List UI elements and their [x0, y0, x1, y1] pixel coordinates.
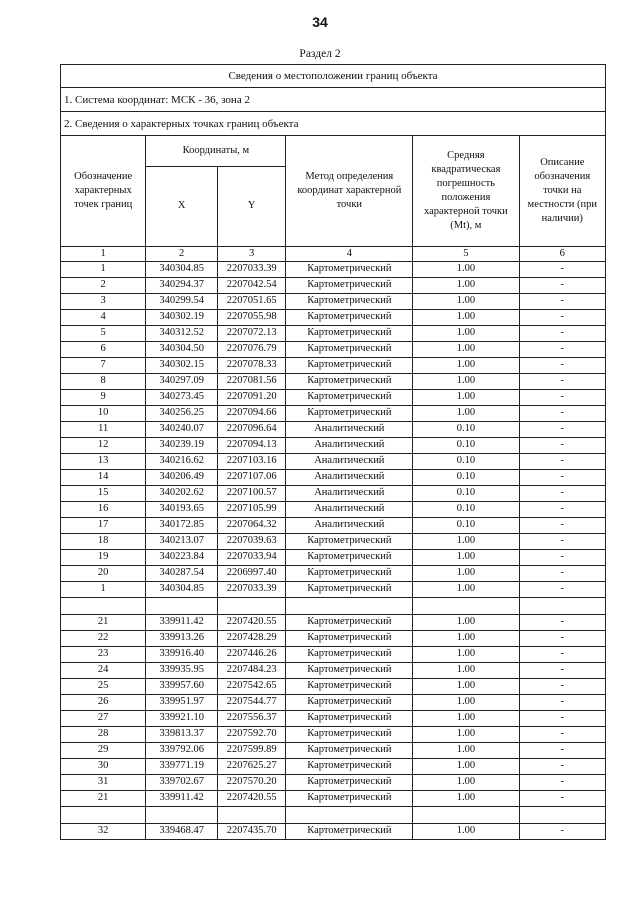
cell-method: Картометрический [286, 742, 413, 758]
cell-coord-x: 340239.19 [146, 437, 218, 453]
cell-error [413, 597, 519, 614]
cell-description: - [519, 341, 605, 357]
cell-point-id: 25 [61, 678, 146, 694]
cell-coord-y: 2207556.37 [217, 710, 286, 726]
cell-point-id: 18 [61, 533, 146, 549]
cell-method: Картометрический [286, 277, 413, 293]
cell-point-id: 28 [61, 726, 146, 742]
table-row [61, 597, 605, 614]
cell-method: Аналитический [286, 437, 413, 453]
table-row [61, 678, 605, 694]
cell-method: Картометрический [286, 533, 413, 549]
cell-coord-x: 340304.85 [146, 581, 218, 597]
cell-description: - [519, 309, 605, 325]
cell-coord-x: 339916.40 [146, 646, 218, 662]
cell-method: Картометрический [286, 790, 413, 806]
cell-coord-x: 339913.26 [146, 630, 218, 646]
cell-method: Картометрический [286, 373, 413, 389]
coordinate-system: 1. Система координат: МСК - 36, зона 2 [61, 88, 605, 112]
points-table [61, 136, 605, 839]
cell-coord-x [146, 806, 218, 823]
cell-method [286, 806, 413, 823]
cell-point-id: 1 [61, 581, 146, 597]
cell-method: Картометрический [286, 565, 413, 581]
cell-coord-y: 2207076.79 [217, 341, 286, 357]
cell-coord-x: 339702.67 [146, 774, 218, 790]
cell-description: - [519, 389, 605, 405]
table-row [61, 694, 605, 710]
cell-coord-x: 340202.62 [146, 485, 218, 501]
section-label: Раздел 2 [299, 48, 341, 60]
cell-point-id: 32 [61, 823, 146, 839]
table-row [61, 549, 605, 565]
col-number: 6 [519, 246, 605, 261]
cell-coord-y: 2207094.66 [217, 405, 286, 421]
cell-coord-y: 2207055.98 [217, 309, 286, 325]
cell-coord-x: 340193.65 [146, 501, 218, 517]
cell-description: - [519, 485, 605, 501]
table-row [61, 373, 605, 389]
cell-coord-y: 2207051.65 [217, 293, 286, 309]
cell-method: Картометрический [286, 309, 413, 325]
cell-point-id: 30 [61, 758, 146, 774]
cell-error: 1.00 [413, 293, 519, 309]
cell-point-id: 20 [61, 565, 146, 581]
cell-coord-y: 2207042.54 [217, 277, 286, 293]
cell-point-id: 17 [61, 517, 146, 533]
cell-error: 0.10 [413, 469, 519, 485]
col-number: 5 [413, 246, 519, 261]
cell-method: Картометрический [286, 774, 413, 790]
cell-error: 0.10 [413, 437, 519, 453]
cell-error: 0.10 [413, 501, 519, 517]
cell-coord-x: 340172.85 [146, 517, 218, 533]
cell-method: Картометрический [286, 389, 413, 405]
cell-point-id: 19 [61, 549, 146, 565]
cell-coord-x: 339792.06 [146, 742, 218, 758]
cell-coord-y: 2207094.13 [217, 437, 286, 453]
table-row [61, 453, 605, 469]
table-row [61, 485, 605, 501]
cell-coord-y: 2207420.55 [217, 614, 286, 630]
cell-coord-y: 2207078.33 [217, 357, 286, 373]
cell-method: Картометрический [286, 549, 413, 565]
cell-coord-y: 2207625.27 [217, 758, 286, 774]
cell-point-id [61, 806, 146, 823]
cell-method: Аналитический [286, 453, 413, 469]
cell-coord-x: 340240.07 [146, 421, 218, 437]
cell-coord-x: 340216.62 [146, 453, 218, 469]
cell-error: 1.00 [413, 405, 519, 421]
cell-description: - [519, 469, 605, 485]
cell-description: - [519, 357, 605, 373]
cell-method [286, 597, 413, 614]
table-row [61, 823, 605, 839]
cell-description: - [519, 501, 605, 517]
table-row [61, 325, 605, 341]
cell-coord-y: 2207428.29 [217, 630, 286, 646]
cell-coord-x: 340299.54 [146, 293, 218, 309]
table-row [61, 277, 605, 293]
cell-point-id: 1 [61, 261, 146, 277]
cell-coord-y: 2207103.16 [217, 453, 286, 469]
cell-coord-y: 2207592.70 [217, 726, 286, 742]
cell-description: - [519, 710, 605, 726]
cell-error: 0.10 [413, 485, 519, 501]
cell-coord-y: 2207033.39 [217, 581, 286, 597]
cell-coord-y: 2207484.23 [217, 662, 286, 678]
cell-coord-x: 339911.42 [146, 614, 218, 630]
cell-error: 1.00 [413, 549, 519, 565]
table-row [61, 758, 605, 774]
cell-description: - [519, 662, 605, 678]
cell-method: Картометрический [286, 758, 413, 774]
cell-coord-x: 339935.95 [146, 662, 218, 678]
cell-error: 1.00 [413, 533, 519, 549]
cell-coord-x: 340302.15 [146, 357, 218, 373]
cell-error: 1.00 [413, 373, 519, 389]
cell-coord-x: 340312.52 [146, 325, 218, 341]
cell-coord-x: 339951.97 [146, 694, 218, 710]
col-number: 1 [61, 246, 146, 261]
cell-coord-x: 340287.54 [146, 565, 218, 581]
cell-error: 1.00 [413, 678, 519, 694]
cell-coord-y: 2207072.13 [217, 325, 286, 341]
cell-description: - [519, 565, 605, 581]
cell-description [519, 597, 605, 614]
col-number: 4 [286, 246, 413, 261]
table-row [61, 790, 605, 806]
points-header: 2. Сведения о характерных точках границ объекта [61, 112, 605, 136]
cell-description: - [519, 293, 605, 309]
cell-method: Картометрический [286, 614, 413, 630]
cell-description: - [519, 517, 605, 533]
cell-point-id: 11 [61, 421, 146, 437]
cell-method: Аналитический [286, 501, 413, 517]
cell-point-id: 4 [61, 309, 146, 325]
cell-coord-x: 340223.84 [146, 549, 218, 565]
cell-description: - [519, 646, 605, 662]
cell-description: - [519, 549, 605, 565]
page-number: 34 [312, 14, 328, 30]
col-y: Y [217, 166, 286, 246]
cell-point-id: 16 [61, 501, 146, 517]
cell-coord-x: 339468.47 [146, 823, 218, 839]
col-error: Средняя квадратическая погрешность положения характерной точки (Mt), м [413, 136, 519, 246]
col-number: 3 [217, 246, 286, 261]
col-description: Описание обозначения точки на местности (при наличии) [519, 136, 605, 246]
table-row [61, 646, 605, 662]
cell-point-id: 15 [61, 485, 146, 501]
boundary-document [60, 64, 606, 840]
cell-error: 0.10 [413, 453, 519, 469]
cell-point-id: 23 [61, 646, 146, 662]
cell-error [413, 806, 519, 823]
cell-description: - [519, 790, 605, 806]
cell-point-id: 24 [61, 662, 146, 678]
col-method: Метод определения координат характерной точки [286, 136, 413, 246]
cell-coord-x: 340256.25 [146, 405, 218, 421]
cell-description: - [519, 678, 605, 694]
cell-coord-y: 2207091.20 [217, 389, 286, 405]
table-row [61, 565, 605, 581]
cell-point-id: 26 [61, 694, 146, 710]
cell-method: Картометрический [286, 726, 413, 742]
cell-coord-x: 340302.19 [146, 309, 218, 325]
cell-coord-y: 2207039.63 [217, 533, 286, 549]
cell-method: Аналитический [286, 517, 413, 533]
cell-error: 1.00 [413, 742, 519, 758]
cell-point-id [61, 597, 146, 614]
cell-coord-x: 340206.49 [146, 469, 218, 485]
cell-point-id: 2 [61, 277, 146, 293]
cell-error: 1.00 [413, 758, 519, 774]
cell-error: 0.10 [413, 421, 519, 437]
cell-error: 1.00 [413, 646, 519, 662]
table-row [61, 726, 605, 742]
cell-point-id: 27 [61, 710, 146, 726]
cell-description: - [519, 758, 605, 774]
cell-point-id: 6 [61, 341, 146, 357]
cell-error: 1.00 [413, 630, 519, 646]
cell-coord-y [217, 806, 286, 823]
cell-description: - [519, 630, 605, 646]
cell-coord-y: 2207542.65 [217, 678, 286, 694]
table-row [61, 341, 605, 357]
cell-method: Картометрический [286, 325, 413, 341]
points-body [61, 261, 605, 839]
table-row [61, 421, 605, 437]
cell-coord-x: 339921.10 [146, 710, 218, 726]
col-x: X [146, 166, 218, 246]
col-coords: Координаты, м [146, 136, 286, 166]
cell-method: Картометрический [286, 678, 413, 694]
cell-error: 1.00 [413, 341, 519, 357]
cell-coord-y: 2207599.89 [217, 742, 286, 758]
cell-description: - [519, 726, 605, 742]
cell-method: Аналитический [286, 469, 413, 485]
cell-point-id: 31 [61, 774, 146, 790]
cell-description: - [519, 614, 605, 630]
cell-coord-y: 2207544.77 [217, 694, 286, 710]
cell-error: 1.00 [413, 389, 519, 405]
table-row [61, 662, 605, 678]
table-row [61, 774, 605, 790]
table-row [61, 581, 605, 597]
table-row [61, 261, 605, 277]
cell-coord-y: 2207064.32 [217, 517, 286, 533]
cell-coord-y: 2207096.64 [217, 421, 286, 437]
cell-coord-y: 2207570.20 [217, 774, 286, 790]
cell-coord-y: 2207105.99 [217, 501, 286, 517]
cell-point-id: 22 [61, 630, 146, 646]
cell-method: Картометрический [286, 662, 413, 678]
cell-coord-x: 339771.19 [146, 758, 218, 774]
cell-coord-x: 340304.85 [146, 261, 218, 277]
cell-error: 1.00 [413, 726, 519, 742]
cell-coord-x: 339911.42 [146, 790, 218, 806]
cell-description: - [519, 533, 605, 549]
table-row [61, 389, 605, 405]
cell-coord-x: 340273.45 [146, 389, 218, 405]
cell-coord-x: 340297.09 [146, 373, 218, 389]
cell-coord-y: 2207446.26 [217, 646, 286, 662]
cell-method: Картометрический [286, 646, 413, 662]
cell-coord-y: 2207107.06 [217, 469, 286, 485]
cell-error: 1.00 [413, 774, 519, 790]
cell-error: 1.00 [413, 662, 519, 678]
table-row [61, 533, 605, 549]
cell-description: - [519, 277, 605, 293]
cell-point-id: 14 [61, 469, 146, 485]
cell-coord-y [217, 597, 286, 614]
cell-description: - [519, 405, 605, 421]
table-row [61, 405, 605, 421]
cell-method: Картометрический [286, 405, 413, 421]
document-title: Сведения о местоположении границ объекта [61, 65, 605, 88]
table-row [61, 501, 605, 517]
cell-coord-y: 2207081.56 [217, 373, 286, 389]
cell-method: Аналитический [286, 485, 413, 501]
cell-error: 1.00 [413, 694, 519, 710]
cell-coord-y: 2206997.40 [217, 565, 286, 581]
cell-error: 1.00 [413, 790, 519, 806]
cell-description: - [519, 453, 605, 469]
cell-method: Картометрический [286, 341, 413, 357]
table-row [61, 437, 605, 453]
cell-description: - [519, 325, 605, 341]
cell-point-id: 12 [61, 437, 146, 453]
cell-coord-y: 2207420.55 [217, 790, 286, 806]
cell-point-id: 29 [61, 742, 146, 758]
cell-coord-x: 340213.07 [146, 533, 218, 549]
col-designation: Обозначение характерных точек границ [61, 136, 146, 246]
cell-method: Аналитический [286, 421, 413, 437]
cell-description: - [519, 694, 605, 710]
cell-point-id: 5 [61, 325, 146, 341]
cell-description: - [519, 581, 605, 597]
table-row [61, 469, 605, 485]
cell-error: 1.00 [413, 325, 519, 341]
cell-error: 0.10 [413, 517, 519, 533]
cell-method: Картометрический [286, 261, 413, 277]
cell-coord-x: 339813.37 [146, 726, 218, 742]
col-number: 2 [146, 246, 218, 261]
cell-description: - [519, 742, 605, 758]
table-row [61, 630, 605, 646]
cell-coord-y: 2207435.70 [217, 823, 286, 839]
cell-point-id: 13 [61, 453, 146, 469]
cell-point-id: 21 [61, 790, 146, 806]
table-row [61, 309, 605, 325]
cell-method: Картометрический [286, 357, 413, 373]
cell-coord-y: 2207033.39 [217, 261, 286, 277]
table-row [61, 293, 605, 309]
table-row [61, 357, 605, 373]
cell-error: 1.00 [413, 614, 519, 630]
cell-method: Картометрический [286, 293, 413, 309]
cell-coord-x: 339957.60 [146, 678, 218, 694]
table-row [61, 742, 605, 758]
cell-coord-y: 2207100.57 [217, 485, 286, 501]
cell-coord-y: 2207033.94 [217, 549, 286, 565]
cell-error: 1.00 [413, 309, 519, 325]
table-row [61, 710, 605, 726]
table-row [61, 806, 605, 823]
cell-description: - [519, 437, 605, 453]
cell-point-id: 10 [61, 405, 146, 421]
cell-coord-x [146, 597, 218, 614]
cell-description: - [519, 421, 605, 437]
cell-coord-x: 340294.37 [146, 277, 218, 293]
table-row [61, 614, 605, 630]
cell-error: 1.00 [413, 565, 519, 581]
cell-error: 1.00 [413, 261, 519, 277]
cell-point-id: 9 [61, 389, 146, 405]
cell-method: Картометрический [286, 694, 413, 710]
cell-description: - [519, 823, 605, 839]
cell-point-id: 8 [61, 373, 146, 389]
cell-error: 1.00 [413, 277, 519, 293]
cell-point-id: 21 [61, 614, 146, 630]
cell-method: Картометрический [286, 710, 413, 726]
cell-coord-x: 340304.50 [146, 341, 218, 357]
cell-description: - [519, 774, 605, 790]
cell-method: Картометрический [286, 581, 413, 597]
table-row [61, 517, 605, 533]
cell-description: - [519, 373, 605, 389]
cell-method: Картометрический [286, 630, 413, 646]
cell-error: 1.00 [413, 357, 519, 373]
cell-error: 1.00 [413, 823, 519, 839]
cell-point-id: 3 [61, 293, 146, 309]
cell-description [519, 806, 605, 823]
cell-description: - [519, 261, 605, 277]
cell-error: 1.00 [413, 581, 519, 597]
cell-point-id: 7 [61, 357, 146, 373]
cell-method: Картометрический [286, 823, 413, 839]
cell-error: 1.00 [413, 710, 519, 726]
